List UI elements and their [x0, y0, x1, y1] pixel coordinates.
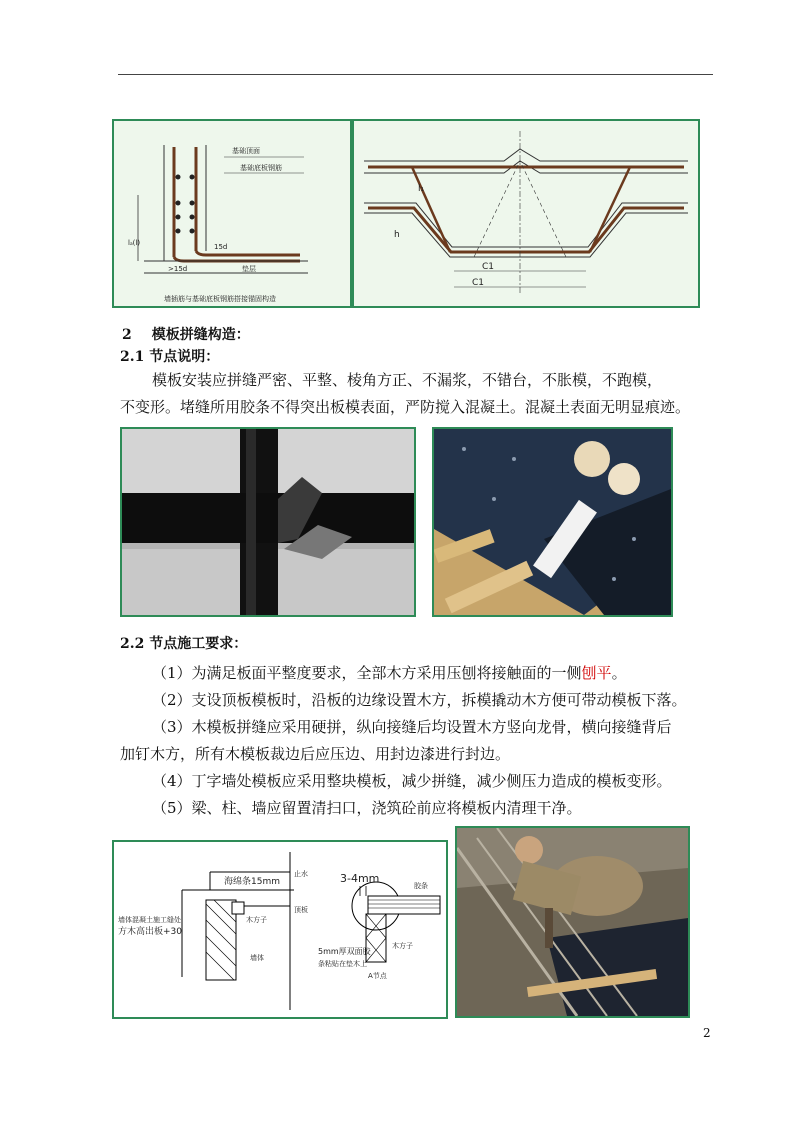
section-number: 2	[122, 327, 132, 343]
rebar-anchorage-figure	[112, 119, 352, 308]
label-waterstop: 止水	[294, 870, 308, 878]
description-line-1: 模板安装应拼缝严密、平整、棱角方正、不漏浆，不错台，不胀模，不跑模，	[152, 371, 663, 389]
label-wall: 墙体	[250, 954, 264, 962]
formwork-joint-image	[122, 429, 414, 615]
requirement-1-text: （1）为满足板面平整度要求，全部木方采用压刨将接触面的一侧	[152, 664, 582, 682]
label-construction-joint: 墙体混凝土施工缝处	[118, 916, 181, 924]
joint-detail-figure	[112, 840, 448, 1019]
label-h: h	[394, 230, 400, 240]
label-wood-block-b: 木方子	[392, 942, 413, 950]
label-rubber-strip: 胶条	[414, 882, 428, 890]
label-cushion: 垫层	[242, 265, 256, 273]
requirement-1-end: 。	[611, 664, 627, 682]
worker-sealing-photo	[455, 826, 690, 1018]
formwork-joint-photo	[120, 427, 416, 617]
requirement-4: （4）丁字墙处模板应采用整块模板，减少拼缝，减少侧压力造成的模板变形。	[152, 772, 672, 790]
label-wood-height: 方木高出板+30	[118, 927, 182, 937]
label-3-4mm: 3-4mm	[340, 872, 380, 885]
requirement-1	[152, 660, 627, 687]
page-number: 2	[703, 1026, 711, 1040]
label-foundation-top: 基础顶面	[232, 147, 260, 155]
section-title: 模板拼缝构造：	[151, 327, 250, 343]
sealant-application-photo	[432, 427, 673, 617]
requirement-3-line-1: （3）木模板拼缝应采用硬拼，纵向接缝后均设置木方竖向龙骨，横向接缝背后	[152, 718, 672, 736]
header-rule	[118, 74, 713, 75]
slab-step-figure	[352, 119, 700, 308]
label-c1-a: C1	[482, 262, 495, 272]
subheading-construction-requirements: 2.2 节点施工要求：	[120, 636, 248, 652]
label-double-tape: 5mm厚双面胶	[318, 947, 371, 956]
label-top-slab: 顶板	[294, 906, 308, 914]
requirement-3-line-2: 加钉木方，所有木模板裁边后应压边、用封边漆进行封边。	[120, 745, 511, 763]
label-node-a: A节点	[368, 972, 387, 980]
worker-sealing-image	[457, 828, 688, 1016]
joint-detail-drawing	[114, 842, 446, 1017]
label-c1-b: C1	[472, 278, 485, 288]
description-line-2: 不变形。堵缝所用胶条不得突出板模表面，严防搅入混凝土。混凝土表面无明显痕迹。	[120, 398, 691, 416]
rebar-anchorage-drawing	[114, 121, 350, 306]
label-sponge-strip: 海绵条15mm	[224, 877, 280, 887]
label-foundation-bar: 基础底板钢筋	[240, 164, 282, 172]
requirement-5: （5）梁、柱、墙应留置清扫口，浇筑砼前应将模板内清理干净。	[152, 799, 582, 817]
label-wood-block: 木方子	[246, 916, 267, 924]
section-heading	[122, 324, 250, 344]
label-15d: 15d	[214, 243, 228, 251]
requirement-2: （2）支设顶板模板时，沿板的边缘设置木方，拆模撬动木方便可带动模板下落。	[152, 691, 687, 709]
slab-step-drawing	[354, 121, 698, 306]
subheading-node-description: 2.1 节点说明：	[120, 349, 220, 365]
label-gt-15d: >15d	[168, 265, 188, 273]
label-l1: l₁	[418, 184, 425, 194]
figure1-caption: 墙插筋与基础底板钢筋搭接锚固构造	[164, 295, 276, 303]
label-double-tape-note: 条粘贴在垫木上	[318, 960, 367, 968]
label-la: lₐ(l)	[128, 239, 141, 247]
sealant-application-image	[434, 429, 671, 615]
requirement-1-highlight: 刨平	[581, 664, 612, 682]
